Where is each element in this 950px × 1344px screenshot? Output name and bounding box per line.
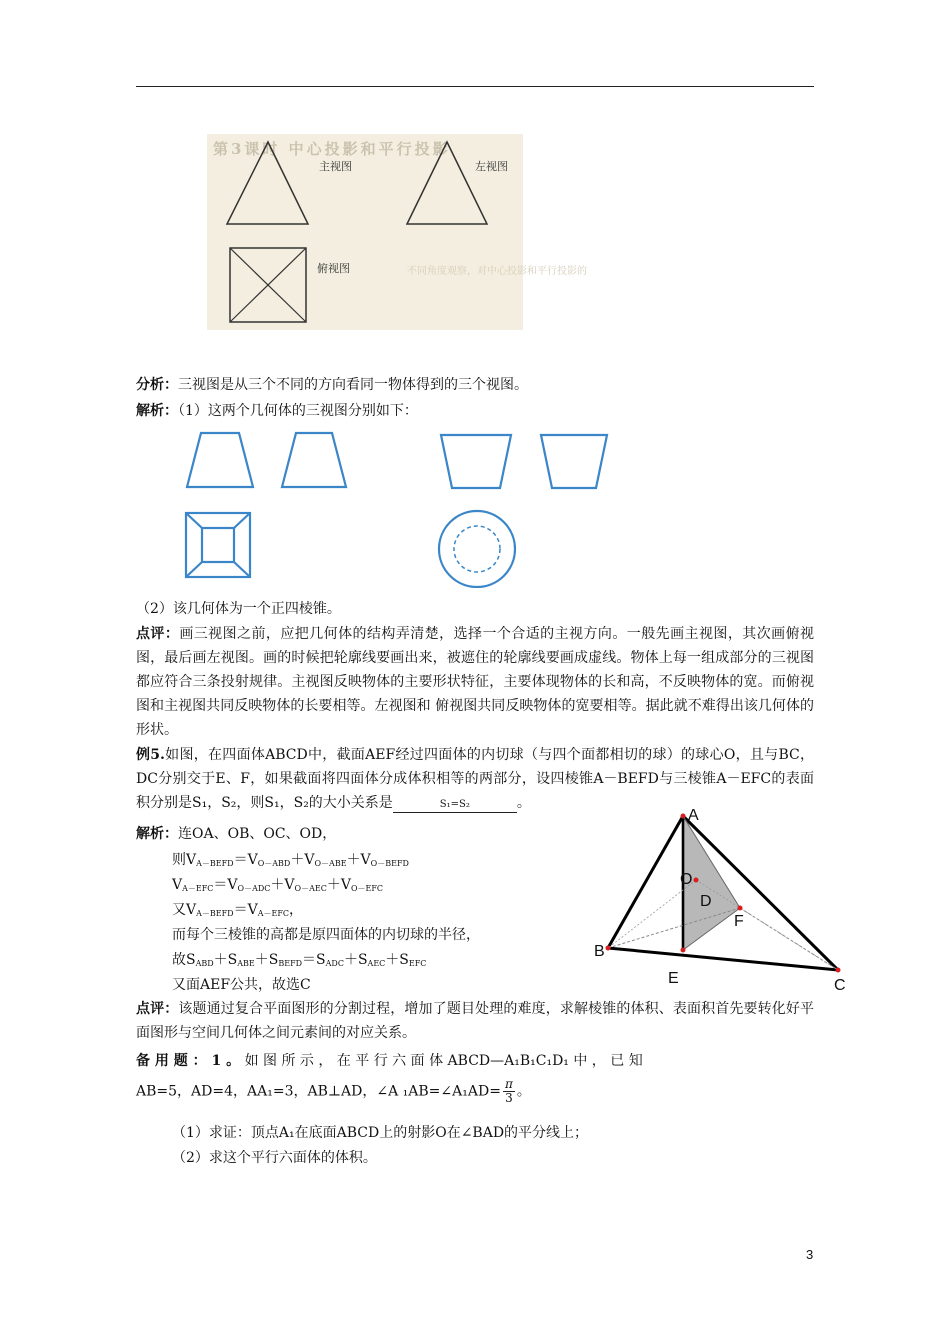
backup-text1: 如 图 所 示 ， 在 平 行 六 面 体 ABCD—A₁B₁C₁D₁ 中 ， 已 知 [244,1053,643,1069]
backup-text2-end: 。 [516,1083,531,1100]
label-A: A [688,807,699,824]
backup-line1 [136,1049,814,1073]
label-O: O [680,871,693,888]
comment2-text: 该题通过复合平面图形的分割过程，增加了题目处理的难度，求解棱锥的体积、表面积首先要转化好平面图形与空间几何体之间元素间的对应关系。 [136,1001,815,1041]
label-F: F [734,913,744,930]
backup-question-1: （1）求证：顶点A₁在底面ABCD上的射影O在∠BAD的平分线上； [172,1125,589,1141]
pyramid-front-view [187,433,253,487]
page-number: 3 [806,1247,814,1262]
pi-over-3-fraction [503,1078,515,1105]
example5-end: 。 [516,795,531,811]
comment-paragraph-1 [136,622,814,742]
solution2-text1: 连OA、OB、OC、OD， [178,826,337,842]
backup-text2: AB=5，AD=4，AA₁=3，AB⊥AD，∠A ₁AB=∠A₁AD= [136,1083,501,1100]
header-rule [136,86,814,87]
pyramid-left-view [282,433,346,487]
solution-part1: （1）这两个几何体的三视图分别如下： [178,403,418,419]
comment-paragraph-2 [136,997,814,1045]
backup-line2 [136,1078,531,1105]
label-D: D [700,893,712,910]
comment1-heading: 点评： [136,626,180,642]
left-view-label: 左视图 [475,160,508,173]
solution2-line5: 而每个三棱锥的高都是原四面体的内切球的半径， [172,927,480,943]
backup-heading: 备 用 题 ： 1 。 [136,1053,241,1069]
fraction-denominator: 3 [505,1091,513,1105]
solution2-line7: 又面AEF公共，故选C [172,977,311,993]
label-E: E [668,970,679,987]
analysis-text: 三视图是从三个不同的方向看同一物体得到的三个视图。 [178,377,528,393]
solution-heading: 解析： [136,403,178,419]
solution2-line1 [136,823,336,845]
comment1-text: 画三视图之前，应把几何体的结构弄清楚，选择一个合适的主视方向。一般先画主视图，其次画俯视图，最后画左视图。画的时候把轮廓线要画出来，被遮住的轮廓线要画成虚线。物体上每一组成部分的三视图都应符合三条投射规律。主视图反映物体的主要形状特征，主要体现物体的长和高，不反映物体的宽。而俯视图和主视图共同反映物体的长要相等。左视图和 俯视图共同反映物体的宽要相等。据此就不难得出该几何体的形状。 [136,626,815,738]
solution2-heading: 解析： [136,826,178,842]
tetrahedron-figure [580,800,860,1000]
solution2-line3: $V_{A-EFC}=V_{O-ADC}+V_{O-AEC}+V_{O-EFC}$ [172,877,384,893]
faded-text: 不同角度观察，对中心投影和平行投影的 [407,266,587,277]
label-B: B [594,943,605,960]
backup-question-2: （2）求这个平行六面体的体积。 [172,1150,377,1166]
frustum-front-view [441,435,511,488]
answer-blank: S₁=S₂ [393,798,517,813]
example5-text: 如图，在四面体ABCD中，截面AEF经过四面体的内切球（与四个面都相切的球）的球心O，且与BC，DC分别交于E、F，如果截面将四面体分成体积相等的两部分，设四棱锥A－BEFD与三棱锥A－EFC的表面积分别是S₁，S₂，则S₁，S₂的大小关系是 [136,747,815,811]
pyramid-top-view [186,513,250,577]
example5-heading: 例5. [136,747,165,763]
comment2-heading: 点评： [136,1001,179,1017]
solution2-line4: 又$V_{A-BEFD}=V_{A-EFC}$， [172,902,304,918]
frustum-top-view [439,511,515,587]
faded-heading: 第3课时 中心投影和平行投影 [213,140,451,158]
analysis-heading: 分析： [136,377,178,393]
scanned-three-views-figure [207,134,587,330]
blue-three-views-figure [180,428,620,588]
frustum-left-view [541,435,607,488]
analysis-line [136,374,528,396]
label-C: C [834,977,846,994]
top-view-label: 俯视图 [317,262,350,275]
solution2-line2: 则$V_{A-BEFD}=V_{O-ABD}+V_{O-ABE}+V_{O-BEFD}$ [172,852,409,868]
solution-line [136,400,418,422]
front-view-label: 主视图 [319,160,352,173]
solution2-line6: 故$S_{ABD}+S_{ABE}+S_{BEFD}=S_{ADC}+S_{AEC}+S_{EFC}$ [172,952,427,968]
solution-part2: （2）该几何体为一个正四棱锥。 [136,601,341,617]
fraction-numerator: π [504,1077,513,1091]
